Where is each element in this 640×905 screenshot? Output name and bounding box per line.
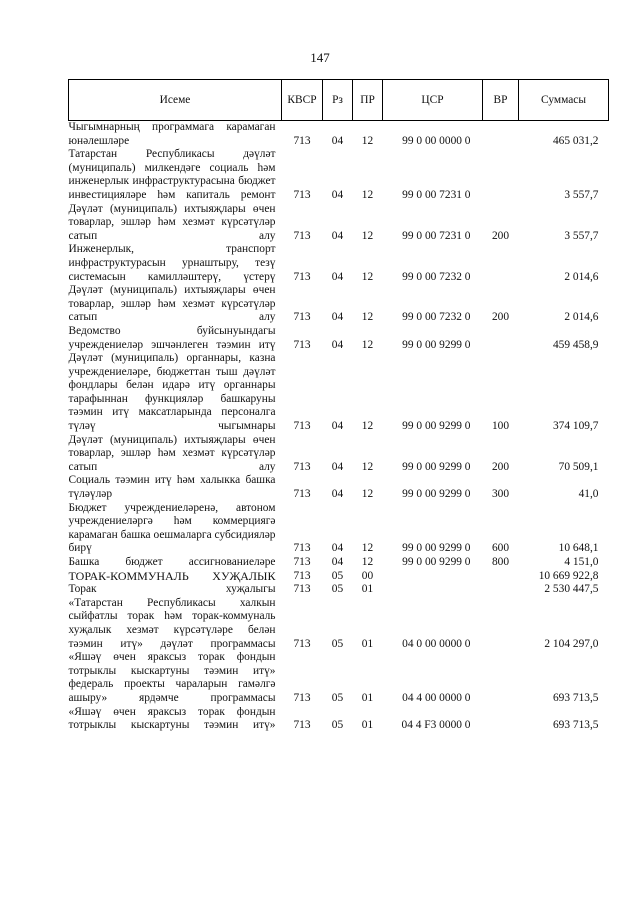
row-rz: 04 [331,229,344,242]
row-name: Социаль тәэмин итү һәм халыкка башка түләүләр [68,474,276,501]
row-vr: 600 [491,542,510,555]
row-pr: 01 [361,691,374,704]
row-kvsr: 713 [293,583,311,596]
row-csr: 04 4 00 0000 0 [402,691,471,704]
column-header-vr: ВР [483,80,519,121]
table-row [69,121,609,149]
row-pr: 01 [361,637,374,650]
row-sum: 41,0 [578,488,599,501]
row-name: Дәүләт (муниципаль) органнары, казна учреждениеләре, бюджеттан тыш дәүләт фондлары белән идарә итү органнары тарафыннан функцияләр башкаруны тәэмин итү максатларында персоналга түләү чыгымнары [68,352,276,433]
row-name: «Яшәү өчен яраксыз торак фондын тотрыклы кыскартуны тәэмин итү» [68,705,276,732]
row-vr: 200 [491,229,510,242]
budget-table [68,79,609,733]
row-kvsr: 713 [293,460,311,473]
row-vr: 200 [491,311,510,324]
row-vr [483,583,519,597]
row-vr [483,148,519,202]
row-pr: 12 [361,270,374,283]
row-sum: 2 014,6 [564,270,599,283]
row-sum: 465 031,2 [552,134,599,147]
column-header-csr: ЦСР [383,80,483,121]
row-kvsr: 713 [293,691,311,704]
row-kvsr: 713 [293,338,311,351]
row-sum: 4 151,0 [564,556,599,568]
row-pr: 01 [361,719,374,732]
row-vr [483,121,519,149]
row-csr: 99 0 00 7232 0 [402,311,471,324]
row-kvsr: 713 [293,311,311,324]
row-csr: 99 0 00 9299 0 [402,556,471,568]
column-header-pr: ПР [353,80,383,121]
row-vr: 800 [491,556,510,568]
row-csr: 99 0 00 9299 0 [402,420,471,433]
row-vr [483,597,519,651]
column-header-rz: Рз [323,80,353,121]
row-name: Ведомство буйсынуындагы учреждениеләр эшчәнлеген тәэмин итү [68,324,276,351]
table-row [69,570,609,584]
row-name: Инженерлык, транспорт инфраструктурасын урнаштыру, тезү системасын камилләштерү, үстерү [68,243,276,283]
row-name: Дәүләт (муниципаль) ихтыяҗлары өчен товарлар, эшләр һәм хезмәт күрсәтүләр сатып алу [68,433,276,473]
table-row [69,434,609,475]
row-name: «Татарстан Республикасы халкын сыйфатлы торак һәм торак-коммуналь хуҗалык хезмәт күрсәтүләре белән тәэмин итү» дәүләт программасы [68,596,276,650]
row-sum: 374 109,7 [552,420,599,433]
row-rz: 04 [331,542,344,555]
row-pr: 12 [361,338,374,351]
table-row [69,583,609,597]
page-number: 147 [310,50,330,65]
row-csr: 99 0 00 7231 0 [402,188,471,201]
column-header-sum: Суммасы [519,80,609,121]
table-body [69,121,609,733]
row-rz: 05 [331,637,344,650]
row-kvsr: 713 [293,229,311,242]
row-kvsr: 713 [293,569,311,582]
row-kvsr: 713 [293,420,311,433]
row-rz: 04 [331,188,344,201]
row-kvsr: 713 [293,556,311,568]
row-rz: 05 [331,719,344,732]
row-rz: 04 [331,311,344,324]
row-rz: 05 [331,583,344,596]
row-vr [483,570,519,584]
header-row [69,80,609,121]
row-pr: 00 [361,569,374,582]
row-vr [483,706,519,733]
row-csr [383,570,483,584]
row-kvsr: 713 [293,488,311,501]
table-row [69,352,609,434]
row-pr: 12 [361,460,374,473]
row-sum: 70 509,1 [558,460,599,473]
table-row [69,597,609,651]
table-row [69,502,609,556]
row-vr: 300 [491,488,510,501]
row-name: Торак хуҗалыгы [68,583,276,596]
row-pr: 12 [361,420,374,433]
row-kvsr: 713 [293,637,311,650]
row-vr [483,325,519,352]
row-name: Чыгымнарның программага карамаган юнәлешләре [68,121,276,147]
row-kvsr: 713 [293,270,311,283]
table-row [69,284,609,325]
row-name: Бюджет учреждениеләренә, автоном учреждениеләргә һәм коммерциягә карамаган башка оешмаларга субсидияләр бирү [68,501,276,555]
table-row [69,651,609,705]
row-kvsr: 713 [293,188,311,201]
table-row [69,148,609,202]
row-pr: 12 [361,134,374,147]
row-pr: 12 [361,188,374,201]
row-sum: 10 648,1 [558,542,599,555]
row-sum: 2 530 447,5 [544,583,599,596]
table-row [69,706,609,733]
row-sum: 2 104 297,0 [544,637,599,650]
row-vr [483,651,519,705]
row-name: ТОРАК-КОММУНАЛЬ ХУҖАЛЫК [68,568,276,583]
row-name: Дәүләт (муниципаль) ихтыяҗлары өчен товарлар, эшләр һәм хезмәт күрсәтүләр сатып алу [68,284,276,324]
row-csr: 99 0 00 9299 0 [402,460,471,473]
row-pr: 12 [361,542,374,555]
column-header-name: Исеме [69,80,282,121]
row-csr: 99 0 00 9299 0 [402,488,471,501]
row-sum: 2 014,6 [564,311,599,324]
row-csr [383,583,483,597]
table-header [69,80,609,121]
row-rz: 04 [331,134,344,147]
row-rz: 05 [331,691,344,704]
row-rz: 04 [331,420,344,433]
row-vr: 200 [491,460,510,473]
row-rz: 04 [331,270,344,283]
row-sum: 459 458,9 [552,338,599,351]
row-kvsr: 713 [293,542,311,555]
row-rz: 04 [331,556,344,568]
row-rz: 04 [331,338,344,351]
table-row [69,556,609,570]
row-csr: 99 0 00 9299 0 [402,338,471,351]
row-vr: 100 [491,420,510,433]
row-pr: 12 [361,556,374,568]
row-kvsr: 713 [293,719,311,732]
row-sum: 10 669 922,8 [538,569,599,582]
row-rz: 05 [331,569,344,582]
row-pr: 01 [361,583,374,596]
row-csr: 99 0 00 0000 0 [402,134,471,147]
row-pr: 12 [361,229,374,242]
row-name: «Яшәү өчен яраксыз торак фондын тотрыклы кыскартуны тәэмин итү» федераль проекты чараларын гамәлгә ашыру» ярдәмче программасы [68,651,276,704]
row-csr: 99 0 00 7232 0 [402,270,471,283]
row-sum: 693 713,5 [552,719,599,732]
row-kvsr: 713 [293,134,311,147]
row-rz: 04 [331,488,344,501]
row-vr [483,243,519,284]
row-pr: 12 [361,311,374,324]
row-sum: 693 713,5 [552,691,599,704]
table-row [69,203,609,244]
row-name: Дәүләт (муниципаль) ихтыяҗлары өчен товарлар, эшләр һәм хезмәт күрсәтүләр сатып алу [68,202,276,242]
row-csr: 99 0 00 7231 0 [402,229,471,242]
row-csr: 99 0 00 9299 0 [402,542,471,555]
row-rz: 04 [331,460,344,473]
table-row [69,243,609,284]
row-csr: 04 0 00 0000 0 [402,637,471,650]
row-sum: 3 557,7 [564,229,599,242]
row-name: Татарстан Республикасы дәүләт (муниципаль) милкендәге социаль һәм инженерлык инфраструктурасына бюджет инвестицияләре һәм капиталь ремонт [68,148,276,201]
column-header-kvsr: КВСР [282,80,323,121]
row-pr: 12 [361,488,374,501]
row-csr: 04 4 F3 0000 0 [401,719,471,732]
table-row [69,474,609,501]
row-sum: 3 557,7 [564,188,599,201]
row-name: Башка бюджет ассигнованиеләре [68,556,276,568]
table-row [69,325,609,352]
